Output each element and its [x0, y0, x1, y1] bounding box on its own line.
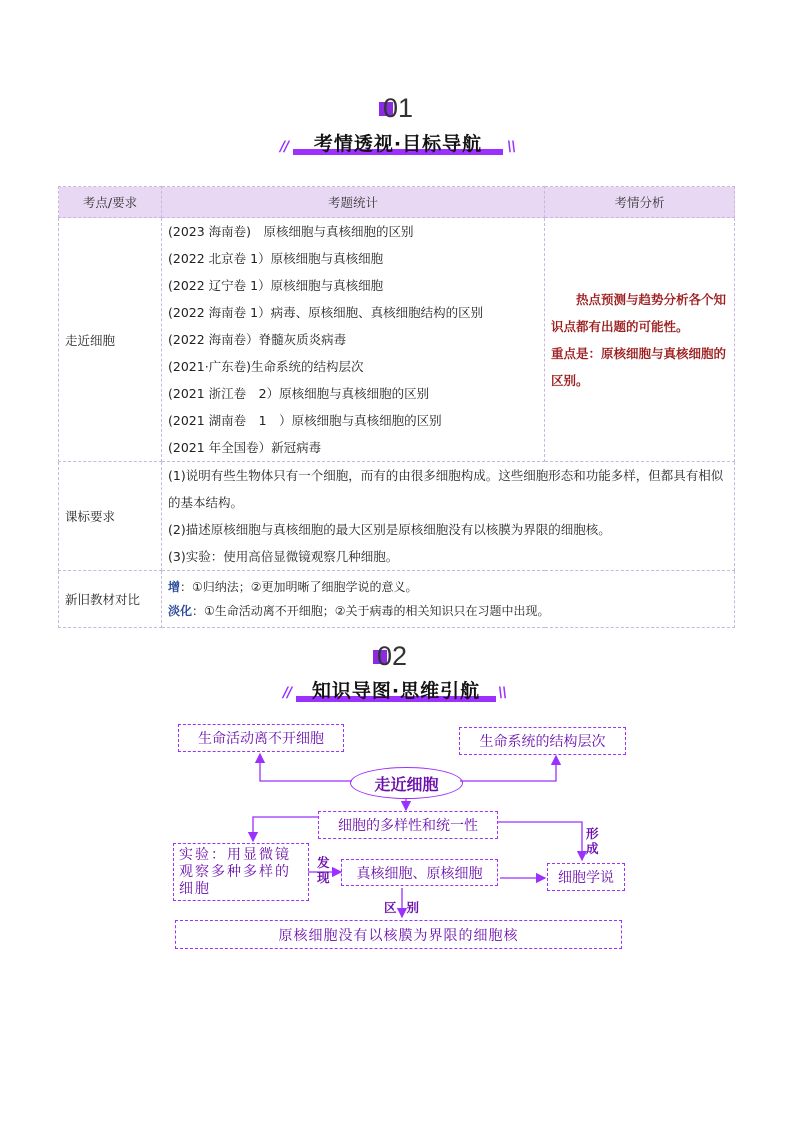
- connector-to-system: [460, 756, 556, 781]
- form-label: 形成: [586, 826, 599, 856]
- discover-label: 发现: [317, 855, 330, 885]
- stat-item: (2022 辽宁卷 1）原核细胞与真核细胞: [168, 278, 384, 293]
- section1-title-text: 考情透视·目标导航: [313, 133, 483, 155]
- connector-to-theory: [498, 822, 582, 860]
- stat-item: (2021 浙江卷 2）原核细胞与真核细胞的区别: [168, 386, 430, 401]
- diversity-box: 细胞的多样性和统一性: [318, 811, 498, 839]
- stat-item: (2022 海南卷）脊髓灰质炎病毒: [168, 332, 347, 347]
- section2-title-text: 知识导图·思维引航: [311, 680, 481, 702]
- connector-to-life: [260, 754, 352, 781]
- section1-title: [293, 129, 503, 156]
- table-row: [59, 571, 735, 628]
- standard-item: (2)描述原核细胞与真核细胞的最大区别是原核细胞没有以核膜为界限的细胞核。: [168, 522, 611, 537]
- difference-box: 原核细胞没有以核膜为界限的细胞核: [175, 920, 622, 949]
- exam-stats-cell: [162, 218, 545, 462]
- life-activity-box: 生命活动离不开细胞: [178, 724, 344, 752]
- table-row: [59, 462, 735, 571]
- stat-item: (2021 湖南卷 1 ）原核细胞与真核细胞的区别: [168, 413, 442, 428]
- table-row: [59, 218, 735, 462]
- table-header-row: [59, 187, 735, 218]
- cells-box: 真核细胞、原核细胞: [341, 859, 498, 886]
- add-text: ：①归纳法；②更加明晰了细胞学说的意义。: [180, 580, 418, 594]
- header-cell: 考情分析: [545, 187, 735, 218]
- standards-cell: [162, 462, 735, 571]
- right-slash-decoration: \\: [507, 139, 516, 155]
- stat-item: (2021 年全国卷）新冠病毒: [168, 440, 322, 455]
- standard-item: (3)实验：使用高倍显微镜观察几种细胞。: [168, 549, 399, 564]
- row-label: 走近细胞: [59, 218, 162, 462]
- section1-number: 01: [383, 93, 414, 123]
- analysis-text: 重点是：原核细胞与真核细胞的区别。: [551, 345, 727, 388]
- stat-item: (2022 海南卷 1）病毒、原核细胞、真核细胞结构的区别: [168, 305, 484, 320]
- left-slash-decoration: //: [283, 685, 292, 701]
- cell-theory-box: 细胞学说: [547, 863, 625, 891]
- standard-item: (1)说明有些生物体只有一个细胞，而有的由很多细胞构成。这些细胞形态和功能多样，但都具有相似的基本结构。: [168, 468, 724, 510]
- header-cell: 考点/要求: [59, 187, 162, 218]
- analysis-text: 热点预测与趋势分析各个知识点都有出题的可能性。: [551, 291, 727, 334]
- fade-label: 淡化: [168, 604, 193, 618]
- compare-fade: [162, 599, 734, 623]
- difference-label: 区别: [384, 900, 430, 915]
- stat-item: (2023 海南卷) 原核细胞与真核细胞的区别: [168, 224, 414, 239]
- compare-cell: [162, 571, 735, 628]
- fade-text: ：①生命活动离不开细胞；②关于病毒的相关知识只在习题中出现。: [192, 604, 550, 618]
- section-number: [377, 641, 407, 672]
- section-number: [383, 93, 413, 124]
- compare-add: [162, 575, 734, 599]
- center-topic: 走近细胞: [350, 767, 463, 799]
- section2-title: [296, 676, 496, 703]
- experiment-box: 实验：用显微镜观察多种多样的细胞: [173, 843, 309, 901]
- exam-analysis-table: [58, 186, 735, 628]
- connector-to-experiment: [253, 817, 318, 841]
- stat-item: (2021·广东卷)生命系统的结构层次: [168, 359, 364, 374]
- header-cell: 考题统计: [162, 187, 545, 218]
- analysis-cell: [545, 218, 735, 462]
- row-label: 新旧教材对比: [59, 571, 162, 628]
- right-slash-decoration: \\: [498, 685, 507, 701]
- add-label: 增: [168, 580, 181, 594]
- left-slash-decoration: //: [280, 139, 289, 155]
- life-system-box: 生命系统的结构层次: [459, 727, 626, 755]
- stat-item: (2022 北京卷 1）原核细胞与真核细胞: [168, 251, 384, 266]
- section2-number: 02: [377, 641, 408, 671]
- row-label: 课标要求: [59, 462, 162, 571]
